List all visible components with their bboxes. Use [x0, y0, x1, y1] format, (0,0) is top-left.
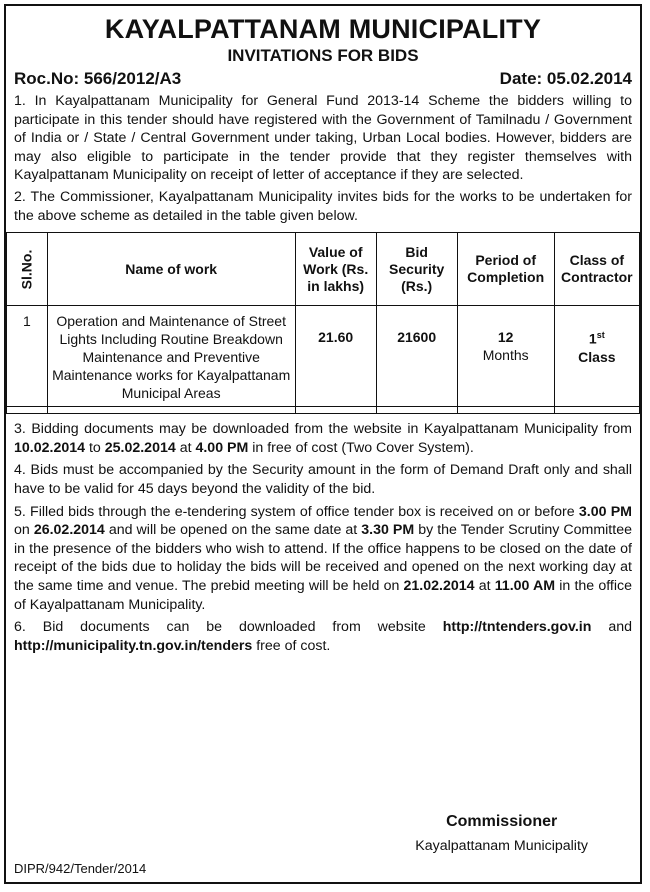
cell-period [457, 306, 554, 407]
period-unit: Months [482, 347, 529, 364]
table-row [7, 306, 640, 407]
paragraph-2: 2. The Commissioner, Kayalpattanam Municipality invites bids for the works to be undertaken for the above scheme as detailed in the table given below. [14, 188, 632, 224]
col-header-value: Value of Work (Rs. in lakhs) [295, 233, 376, 306]
signatory-title: Commissioner [446, 813, 558, 830]
cell-security: 21600 [376, 306, 457, 407]
col-header-security: Bid Security (Rs.) [376, 233, 457, 306]
reference-row [14, 69, 632, 89]
class-word: Class [578, 348, 616, 365]
cell-value: 21.60 [295, 306, 376, 407]
paragraph-1: 1. In Kayalpattanam Municipality for General Fund 2013-14 Scheme the bidders willing to participate in this tender should have registered with the Government of Tamilnadu / Government of India or / State / Central Government under taking, Urban Local bodies. However, bidders are may also eligible to participate in the tender provide that they register themselves with Kayalpattanam Municipality on receipt of letter of acceptance if they are selected. [14, 93, 632, 184]
paragraph-3: 3. Bidding documents may be downloaded from the website in Kayalpattanam Municipality from 10.02.2014 to 25.02.2014 at 4.00 PM in free of cost (Two Cover System). [14, 421, 632, 456]
signature-block [415, 812, 588, 856]
col-header-name: Name of work [47, 233, 295, 306]
class-number: 1 [588, 330, 597, 347]
tender-notice [4, 4, 642, 884]
notice-subtitle: INVITATIONS FOR BIDS [227, 46, 419, 65]
dipr-reference: DIPR/942/Tender/2014 [14, 861, 147, 876]
table-header-row [7, 233, 640, 306]
link-municipality: http://municipality.tn.gov.in/tenders [14, 637, 253, 654]
roc-number: Roc.No: 566/2012/A3 [14, 69, 182, 88]
table-row-spacer [7, 407, 640, 414]
paragraph-4: 4. Bids must be accompanied by the Security amount in the form of Demand Draft only and shall have to be valid for 45 days beyond the validity of the bid. [14, 462, 632, 497]
period-number: 12 [497, 329, 514, 346]
notice-date: Date: 05.02.2014 [499, 69, 632, 88]
col-header-period: Period of Completion [457, 233, 554, 306]
link-tntenders: http://tntenders.gov.in [442, 619, 592, 636]
paragraph-6: 6. Bid documents can be downloaded from website http://tntenders.gov.in and http://municipality.tn.gov.in/tenders free of cost. [14, 619, 632, 654]
paragraph-5: 5. Filled bids through the e-tendering system of office tender box is received on or before 3.00 PM on 26.02.2014 and will be opened on the same date at 3.30 PM by the Tender Scrutiny Committee in the presence of the bidders who wish to attend. If the office happens to be closed on the date of receipt of the bids due to holiday the bids will be received and opened on the next working day at the same time and venue. The prebid meeting will be held on 21.02.2014 at 11.00 AM in the office of Kayalpattanam Municipality. [14, 503, 633, 613]
signatory-office: Kayalpattanam Municipality [415, 838, 588, 854]
col-header-class: Class of Contractor [554, 233, 639, 306]
col-header-slno: Sl.No. [7, 233, 48, 306]
cell-class [554, 306, 639, 407]
cell-name: Operation and Maintenance of Street Lights Including Routine Breakdown Maintenance and Preventive Maintenance works for Kayalpattanam Municipal Areas [47, 306, 295, 407]
works-table [6, 232, 640, 414]
class-suffix: st [596, 330, 605, 341]
notice-title: KAYALPATTANAM MUNICIPALITY [104, 14, 542, 44]
cell-slno: 1 [7, 306, 48, 407]
